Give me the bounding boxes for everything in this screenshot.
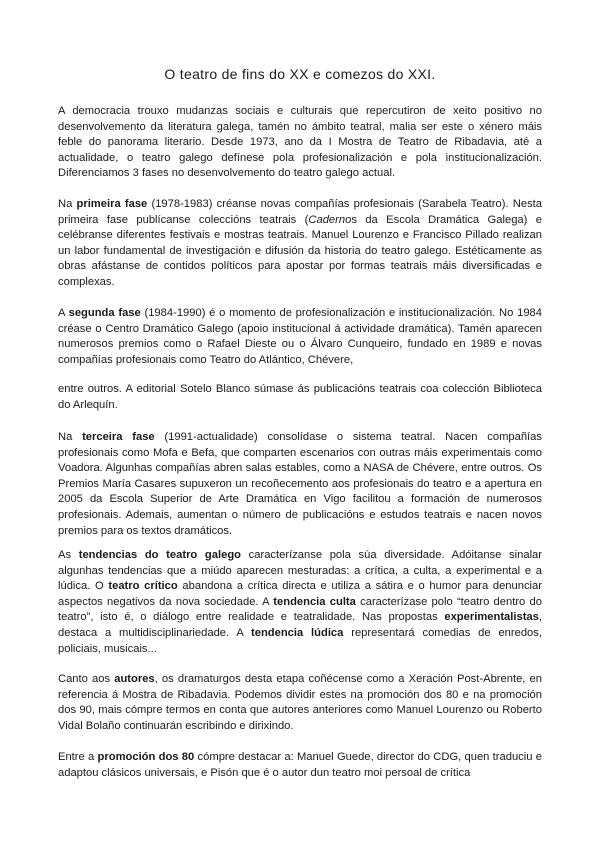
bold-term: segunda fase	[68, 307, 141, 319]
bold-term: primeira fase	[76, 198, 148, 210]
intro-text: A democracia trouxo mudanzas sociais e culturais que repercutiron de xeito positivo no desenvolvemento da literatura galega, tamén no ámbito teatral, malia ser este o xénero máis feble do panorama literario. Desde 1973, ano da I Mostra de Teatro de Ribadavia, até a actualidade, o teatro galego defínese pola profesionalización e pola institucionalización. Diferenciamos 3 fases no desenvolvemento do teatro galego actual.	[58, 105, 542, 180]
paragraph-first-phase	[58, 197, 542, 291]
bold-term: terceira fase	[82, 431, 155, 443]
text-run: s da Escola Dramática Galega) e celébranse diferentes festivais e mostras teatrais. Manuel Lourenzo e Francisco Pillado realizan un labor fundamental de investigación e difusión da historia do teatro galego. Estéticamente as obras afástanse de contidos políticos para apostar por formas teatrais máis diversificadas e complexas.	[58, 213, 542, 288]
text-run: (1978-1983) créanse novas compañías profesionais (Sarabela Teatro). Nesta primeira fase publícanse coleccións teatrais (	[58, 198, 542, 226]
bold-term: tendencias do teatro galego	[78, 549, 241, 561]
paragraph-tendencies	[58, 548, 542, 657]
text-run: A	[58, 307, 69, 319]
text-run: caracterízase polo “teatro dentro do teatro”, isto é, o diálogo entre realidade e teatralidade. Nas propostas	[58, 595, 542, 624]
text-run: As	[58, 549, 79, 561]
bold-term: experimentalistas	[444, 611, 539, 624]
paragraph-authors	[58, 672, 542, 734]
text-run: representará comedias de enredos, policiais, musicais...	[58, 626, 542, 655]
text-run: entre outros. A editorial Sotelo Blanco súmase ás publicacións teatrais coa colección Biblioteca do Arlequín.	[58, 383, 542, 411]
text-run: , destaca a multidisciplinariedade. A	[58, 611, 542, 639]
text-run: , os dramaturgos desta etapa coñécense como a Xeración Post-Abrente, en referencia á Mostra de Ribadavia. Podemos dividir estes na promoción dos 80 e na promoción dos 90, mais cómpre termos en conta que autores anteriores como Manuel Lourenzo ou Roberto Vidal Bolaño continuarán escribindo e dirixindo.	[58, 673, 543, 732]
text-run: abandona a crítica directa e utiliza a sátira e o humor para denunciar aspectos negativos da nova sociedade. A	[58, 580, 542, 608]
bold-term: promoción dos 80	[97, 751, 195, 763]
bold-term: teatro crítico	[108, 580, 178, 593]
text-run: caracterízanse pola súa diversidade. Adóitanse sinalar algunhas tendencias que a miúdo aparecen mesturadas: a crítica, a culta, a experimental e a lúdica. O	[58, 549, 542, 593]
italic-term: Caderno	[308, 213, 352, 226]
text-run: (1991-actualidade) consolídase o sistema teatral. Nacen compañías profesionais como Mofa e Befa, que comparten escenarios con outras máis experimentais como Voadora. Algunhas compañías abren salas estables, como a NASA de Chévere, entre outros. Os Premios María Casares supuxeron un recoñecemento aos profesionais do teatro e a apertura en 2005 da Escola Superior de Arte Dramática en Vigo facilitou a formación de numerosos profesionais. Ademais, aumentan o número de publicacións e estudos teatrais e nacen novos premios para os textos dramáticos.	[58, 431, 542, 537]
bold-term: autores	[114, 673, 155, 685]
text-run: Canto aos	[58, 673, 115, 685]
paragraph-introduction	[58, 104, 542, 182]
paragraph-second-phase	[58, 306, 542, 368]
bold-term: tendencia lúdica	[251, 626, 344, 639]
paragraph-second-phase-continued	[58, 382, 542, 413]
paragraph-promotion-80	[58, 750, 542, 781]
text-run: Entre a	[58, 751, 98, 763]
text-run: cómpre destacar a: Manuel Guede, director do CDG, quen traduciu e adaptou clásicos universais, e Pisón que é o autor dun teatro moi persoal de crítica	[58, 751, 542, 779]
text-run: Na	[58, 431, 83, 443]
text-run: (1984-1990) é o momento de profesionalización e institucionalización. No 1984 créase o Centro Dramático Galego (apoio institucional á actividade dramática). Tamén aparecen numerosos premios como o Rafael Dieste ou o Álvaro Cunqueiro, fundado en 1989 e novas compañías profesionais como Teatro do Atlántico, Chévere,	[58, 307, 542, 366]
bold-term: tendencia culta	[273, 595, 356, 608]
text-run: Na	[58, 198, 77, 210]
paragraph-third-phase	[58, 430, 542, 539]
page-title: O teatro de fins do XX e comezos do XXI.	[164, 66, 436, 82]
